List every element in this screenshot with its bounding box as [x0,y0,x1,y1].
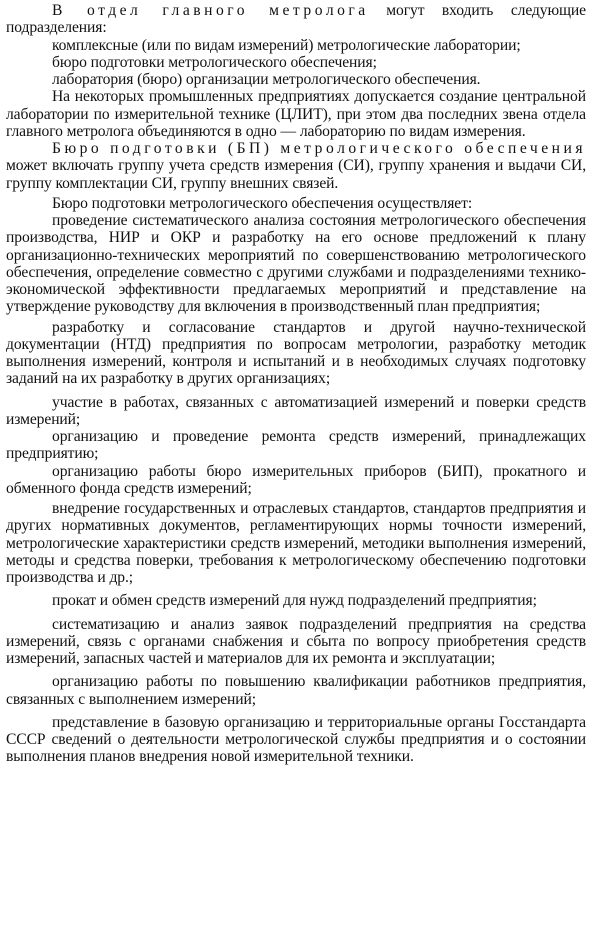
list-item: организацию и проведение ремонта средств измерений, принадлежащих предприятию; [6,428,586,463]
lead-text: Бюро подготовки (БП) метрологического обеспечения [52,140,586,157]
list-item: систематизацию и анализ заявок подразделений предприятия на средства измерений, связь с органами снабжения и сбыта по вопросу приобретения средств измерений, запасных частей и материалов для их ремонта и эксплуатации; [6,615,586,667]
paragraph-text: может включать группу учета средств измерения (СИ), группу хранения и выдачи СИ, группу комплектации СИ, группу внешних связей. [6,157,586,192]
paragraph-intro [6,2,586,37]
list-item: разработку и согласование стандартов и другой научно-технической документации (НТД) предприятия по вопросам метрологии, разработку методик выполнения измерений, контроля и испытаний и в необходимых случаях подготовку заданий на их разработку в других организациях; [6,318,586,388]
list-item: проведение систематического анализа состояния метрологического обеспечения производства, НИР и ОКР и разработку на его основе предложений к плану организационно-технических мероприятий по совершенствованию метрологического обеспечения, определение совместно с другими службами и подразделениями технико-экономической эффективности предлагаемых мероприятий и представление на утверждение руководству для включения в производственный план предприятия; [6,212,586,316]
paragraph: На некоторых промышленных предприятиях допускается создание центральной лаборатории по измерительной технике (ЦЛИТ), при этом два последних звена отдела главного метролога объединяются в одно — лабораторию по видам измерения. [6,88,586,140]
paragraph-text: могут входить следующие подразделения: [6,2,586,37]
list-item: внедрение государственных и отраслевых стандартов, стандартов предприятия и других нормативных документов, регламентирующих нормы точности измерений, метрологические характеристики средств измерений, методики выполнения измерений, методы и средства поверки, требования к метрологическому обеспечению подготовки производства и др.; [6,500,586,586]
list-item: бюро подготовки метрологического обеспечения; [52,53,377,71]
paragraph-bureau [6,140,586,192]
list-item: представление в базовую организацию и территориальные органы Госстандарта СССР сведений о деятельности метрологической службы предприятия и о состоянии выполнения планов внедрения новой измерительной техники. [6,713,586,766]
list-item: участие в работах, связанных с автоматизацией измерений и поверки средств измерений; [6,393,586,428]
list-item: лаборатория (бюро) организации метрологического обеспечения. [52,71,481,88]
paragraph: Бюро подготовки метрологического обеспечения осуществляет: [52,194,473,212]
lead-text: В отдел главного метролога [52,2,369,19]
list-item: комплексные (или по видам измерений) метрологические лаборатории; [52,36,521,54]
list-item: организацию работы бюро измерительных приборов (БИП), прокатного и обменного фонда средств измерений; [6,462,586,497]
list-item: прокат и обмен средств измерений для нужд подразделений предприятия; [52,592,537,610]
list-item: организацию работы по повышению квалификации работников предприятия, связанных с выполнением измерений; [6,673,586,708]
